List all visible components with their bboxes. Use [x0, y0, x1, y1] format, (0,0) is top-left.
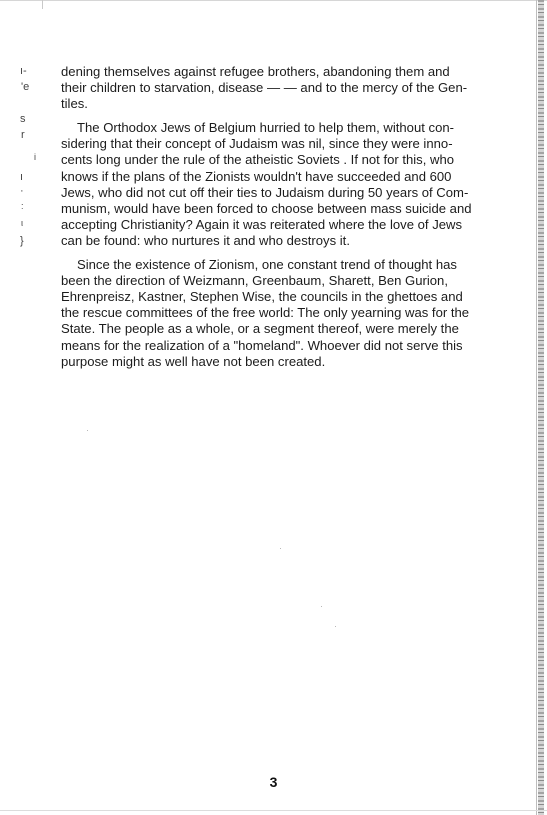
- scan-speck: [321, 606, 322, 607]
- margin-fragment: ι: [21, 218, 23, 228]
- text-line: cents long under the rule of the atheistic Soviets . If not for this, who: [61, 152, 455, 168]
- margin-fragment: }: [20, 235, 24, 247]
- margin-fragment: i: [34, 152, 36, 162]
- scan-speck: [335, 626, 336, 627]
- text-line: Jews, who did not cut off their ties to Judaism during 50 years of Com-: [61, 184, 469, 200]
- scan-speck: [87, 430, 88, 431]
- text-line: the rescue committees of the free world: The only yearning was for the: [61, 305, 470, 321]
- margin-fragment: :: [21, 201, 24, 211]
- page-binding-shadow: [536, 0, 537, 815]
- page-top-mark: [42, 0, 43, 9]
- text-line: knows if the plans of the Zionists wouldn't have succeeded and 600: [61, 168, 452, 184]
- text-line: dening themselves against refugee brothers, abandoning them and: [61, 64, 450, 79]
- body-text: [61, 64, 489, 378]
- text-line: tiles.: [61, 96, 88, 112]
- text-line: State. The people as a whole, or a segment thereof, were merely the: [61, 321, 459, 337]
- text-line: Since the existence of Zionism, one constant trend of thought has: [77, 257, 457, 273]
- margin-fragment: ·: [20, 185, 24, 197]
- margin-fragment: ı: [20, 171, 24, 183]
- text-line: means for the realization of a "homeland". Whoever did not serve this: [61, 337, 463, 353]
- text-line: can be found: who nurtures it and who destroys it.: [61, 232, 350, 248]
- scan-speck: [280, 548, 281, 549]
- text-line: purpose might as well have not been created.: [61, 353, 326, 369]
- paragraph-orthodox-jews: [61, 120, 489, 249]
- margin-fragment: s: [20, 113, 26, 125]
- page-number: 3: [269, 774, 278, 790]
- page-top-edge: [0, 0, 547, 1]
- text-line: sidering that their concept of Judaism was nil, since they were inno-: [61, 136, 453, 152]
- text-line: munism, would have been forced to choose between mass suicide and: [61, 200, 472, 216]
- margin-fragment: ı-: [20, 65, 27, 77]
- left-margin-fragments: [0, 0, 40, 815]
- paragraph-continued: [61, 64, 489, 112]
- margin-fragment: r: [21, 129, 25, 141]
- text-line: accepting Christianity? Again it was reiterated where the love of Jews: [61, 216, 463, 232]
- paragraph-zionism-trend: [61, 257, 489, 370]
- text-line: been the direction of Weizmann, Greenbaum, Sharett, Ben Gurion,: [61, 273, 448, 289]
- page-bottom-edge: [0, 810, 547, 811]
- text-line: The Orthodox Jews of Belgium hurried to help them, without con-: [77, 120, 454, 136]
- text-line: Ehrenpreisz, Kastner, Stephen Wise, the councils in the ghettoes and: [61, 289, 463, 305]
- text-line: their children to starvation, disease — — and to the mercy of the Gen-: [61, 80, 468, 96]
- page-binding-edge: [538, 0, 544, 815]
- margin-fragment: 'e: [21, 81, 30, 93]
